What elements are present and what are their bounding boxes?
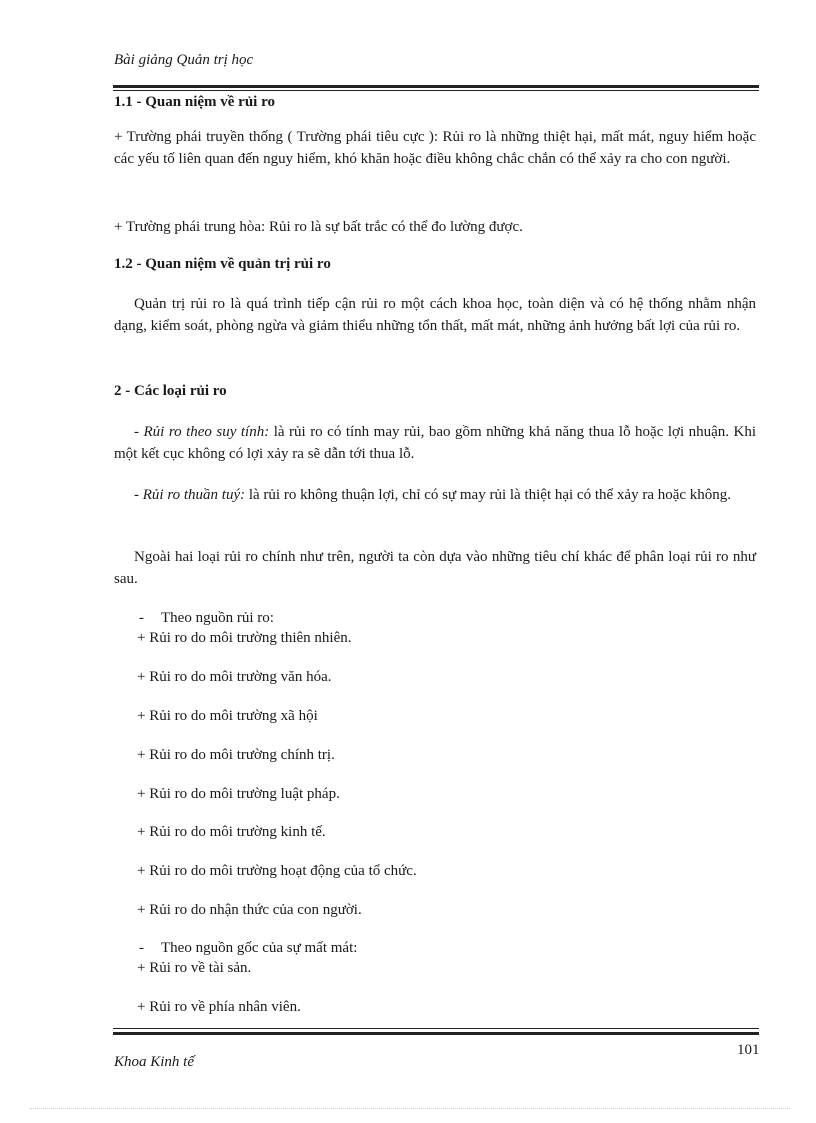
list-heading-by-source xyxy=(139,610,274,627)
list-item: + Rủi ro do môi trường thiên nhiên. xyxy=(137,630,352,646)
header-rule-thin xyxy=(113,90,759,91)
list-dash: - xyxy=(139,940,144,956)
list-item: + Rủi ro do môi trường hoạt động của tổ chức. xyxy=(137,863,417,879)
section-heading-1-1: 1.1 - Quan niệm về rủi ro xyxy=(114,94,275,110)
paragraph-risk-management: Quản trị rủi ro là quá trình tiếp cận rủi ro một cách khoa học, toàn diện và có hệ thống nhằm nhận dạng, kiểm soát, phòng ngừa và giảm thiểu những tổn thất, mất mát, những ảnh hưởng bất lợi của rủi ro. xyxy=(114,296,756,334)
term-speculative-risk: Rủi ro theo suy tính: xyxy=(143,424,270,440)
paragraph-other-criteria: Ngoài hai loại rủi ro chính như trên, người ta còn dựa vào những tiêu chí khác để phân loại rủi ro như sau. xyxy=(114,549,756,587)
list-item: + Rủi ro do môi trường văn hóa. xyxy=(137,669,332,685)
definition-speculative-risk: là rủi ro có tính may rủi, bao gồm những khả năng thua lỗ hoặc lợi nhuận. Khi một kết cục không có lợi xảy ra sẽ dẫn tới thua lỗ. xyxy=(114,424,757,462)
list-item: + Rủi ro do môi trường kinh tế. xyxy=(137,824,326,840)
paragraph-speculative-risk xyxy=(114,421,756,465)
bullet-dash: - xyxy=(134,424,144,440)
bullet-dash: - xyxy=(134,487,143,503)
list-item: + Rủi ro do môi trường xã hội xyxy=(137,708,318,724)
list-heading-by-loss xyxy=(139,940,357,957)
paragraph-neutral-school: + Trường phái trung hòa: Rủi ro là sự bất trắc có thể đo lường được. xyxy=(114,219,523,235)
list-item: + Rủi ro do môi trường luật pháp. xyxy=(137,786,340,802)
list-title: Theo nguồn rủi ro: xyxy=(161,610,274,626)
running-footer: Khoa Kinh tế xyxy=(114,1054,195,1070)
paragraph-traditional-school: + Trường phái truyền thống ( Trường phái tiêu cực ): Rủi ro là những thiệt hại, mất mát, nguy hiểm hoặc các yếu tố liên quan đến nguy hiểm, khó khăn hoặc điều không chắc chắn có thể xảy ra cho con người. xyxy=(114,129,756,167)
list-item: + Rủi ro về tài sản. xyxy=(137,960,252,976)
section-heading-2: 2 - Các loại rủi ro xyxy=(114,383,227,399)
list-item: + Rủi ro về phía nhân viên. xyxy=(137,999,301,1015)
page-edge-dotted-line xyxy=(30,1108,790,1109)
list-title: Theo nguồn gốc của sự mất mát: xyxy=(161,940,358,956)
list-item: + Rủi ro do nhận thức của con người. xyxy=(137,902,362,918)
term-pure-risk: Rủi ro thuần tuý: xyxy=(142,487,246,503)
list-item: + Rủi ro do môi trường chính trị. xyxy=(137,747,335,763)
footer-rule-thick xyxy=(113,1032,759,1035)
header-rule-thick xyxy=(113,85,759,88)
section-heading-1-2: 1.2 - Quan niệm về quản trị rủi ro xyxy=(114,256,331,272)
footer-rule-thin xyxy=(113,1028,759,1029)
definition-pure-risk: là rủi ro không thuận lợi, chỉ có sự may rủi là thiệt hại có thể xảy ra hoặc không. xyxy=(245,487,732,503)
running-header: Bài giảng Quản trị học xyxy=(114,52,254,68)
list-dash: - xyxy=(139,610,144,626)
paragraph-pure-risk xyxy=(114,484,756,506)
page-number: 101 xyxy=(737,1042,760,1058)
